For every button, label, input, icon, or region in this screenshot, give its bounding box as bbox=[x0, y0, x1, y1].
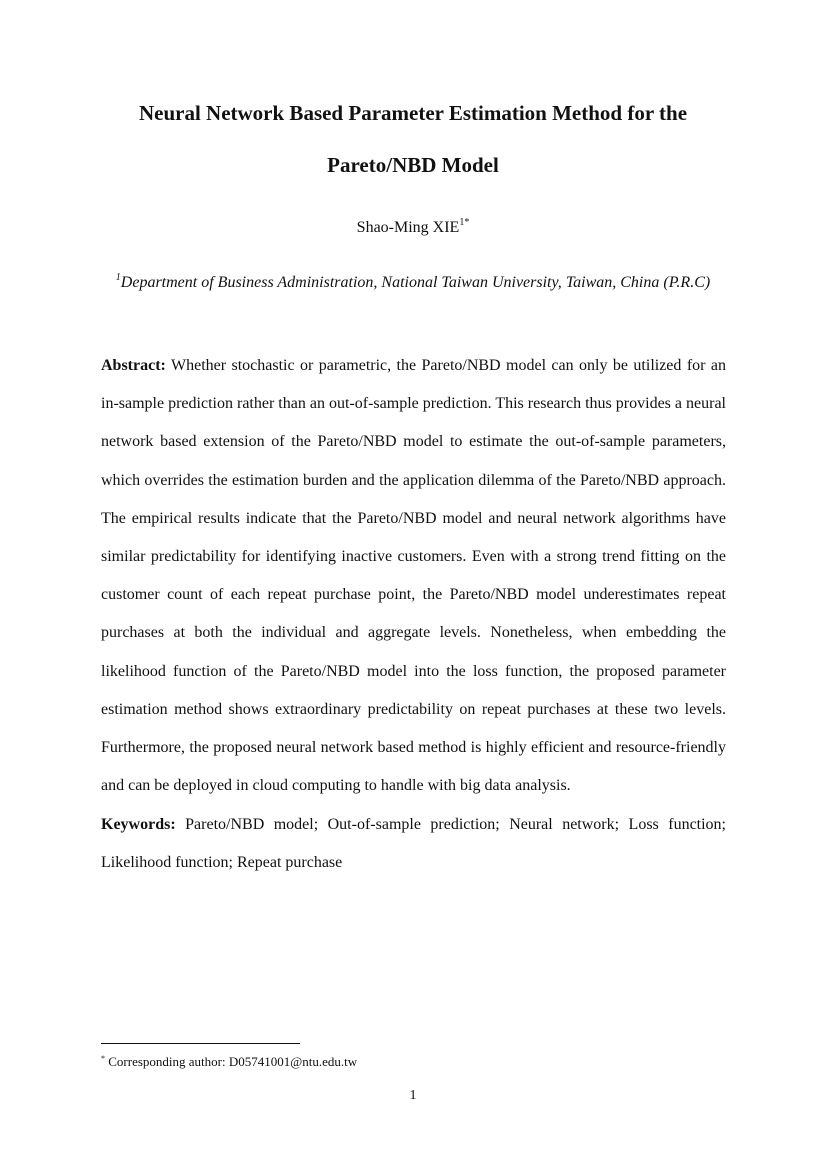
paper-title-line-2: Pareto/NBD Model bbox=[327, 153, 499, 177]
abstract-paragraph bbox=[101, 347, 726, 805]
footnote-divider bbox=[101, 1043, 300, 1044]
author-line bbox=[0, 219, 826, 237]
abstract-text: Whether stochastic or parametric, the Pareto/NBD model can only be utilized for an in-sample prediction rather than an out-of-sample prediction. This research thus provides a neural network based extension of the Pareto/NBD model to estimate the out-of-sample parameters, which overrides the estimation burden and the application dilemma of the Pareto/NBD approach. The empirical results indicate that the Pareto/NBD model and neural network algorithms have similar predictability for identifying inactive customers. Even with a strong trend fitting on the customer count of each repeat purchase point, the Pareto/NBD model underestimates repeat purchases at both the individual and aggregate levels. Nonetheless, when embedding the likelihood function of the Pareto/NBD model into the loss function, the proposed parameter estimation method shows extraordinary predictability on repeat purchases at these two levels. Furthermore, the proposed neural network based method is highly efficient and resource-friendly and can be deployed in cloud computing to handle with big data analysis. bbox=[101, 357, 726, 795]
paper-title-line-1: Neural Network Based Parameter Estimation Method for the bbox=[138, 101, 688, 125]
author-marks: 1* bbox=[459, 217, 470, 228]
affiliation-text: Department of Business Administration, National Taiwan University, Taiwan, China (P.R.C) bbox=[120, 274, 711, 291]
abstract-label: Abstract: bbox=[101, 357, 166, 374]
keywords-text: Pareto/NBD model; Out-of-sample prediction; Neural network; Loss function; Likelihood function; Repeat purchase bbox=[101, 816, 727, 872]
affiliation-marker: 1 bbox=[115, 272, 121, 283]
affiliation-line bbox=[60, 274, 766, 292]
footnote bbox=[101, 1054, 357, 1070]
footnote-marker: * bbox=[101, 1054, 105, 1063]
keywords-paragraph bbox=[101, 806, 726, 882]
keywords-label: Keywords: bbox=[101, 816, 176, 833]
footnote-text: Corresponding author: D05741001@ntu.edu.tw bbox=[108, 1054, 358, 1069]
author-name: Shao-Ming XIE bbox=[356, 219, 460, 236]
page-number: 1 bbox=[409, 1088, 417, 1103]
